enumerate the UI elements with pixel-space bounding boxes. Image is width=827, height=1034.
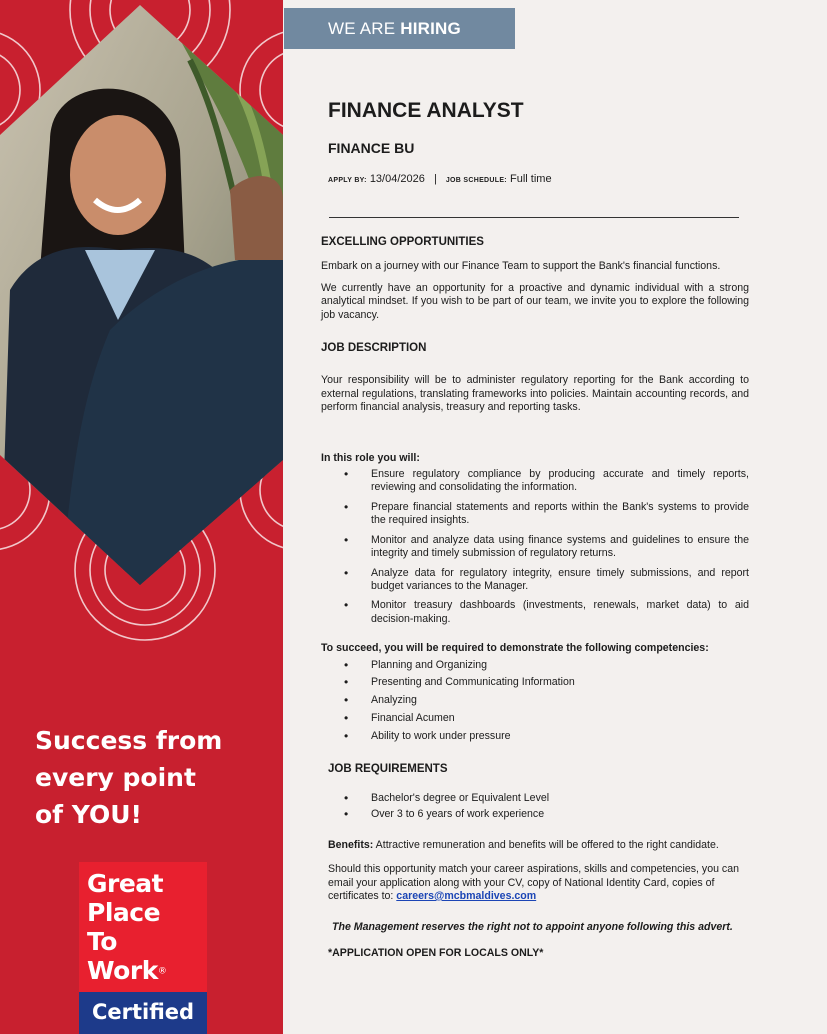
- list-item: • Over 3 to 6 years of work experience: [321, 808, 749, 821]
- list-item: • Monitor treasury dashboards (investments, renewals, market data) to aid decision-making.: [321, 599, 749, 626]
- benefits-label: Benefits:: [328, 838, 374, 851]
- list-item: • Bachelor's degree or Equivalent Level: [321, 792, 749, 805]
- apply-paragraph: [321, 863, 749, 903]
- job-unit: FINANCE BU: [328, 140, 415, 156]
- role-list: [321, 468, 749, 626]
- list-item: • Ensure regulatory compliance by producing accurate and timely reports, reviewing and consolidating the information.: [321, 468, 749, 495]
- list-item: • Analyzing: [321, 694, 749, 707]
- tagline: [35, 722, 275, 833]
- apply-text: Should this opportunity match your career aspirations, skills and competencies, you can email your application along with your CV, copy of National Identity Card, copies of certificates to:: [328, 863, 740, 902]
- management-note: The Management reserves the right not to appoint anyone following this advert.: [332, 921, 733, 934]
- opportunities-heading: EXCELLING OPPORTUNITIES: [321, 236, 484, 248]
- gptw-line: Great: [87, 869, 164, 898]
- apply-by-date: 13/04/2026: [369, 173, 425, 185]
- opportunities-paragraph: Embark on a journey with our Finance Team to support the Bank's financial functions.: [321, 260, 721, 273]
- schedule-label: JOB SCHEDULE:: [445, 177, 507, 184]
- list-item: • Monitor and analyze data using finance systems and guidelines to ensure the integrity and timely submission of regulatory returns.: [321, 534, 749, 561]
- hiring-banner: [284, 8, 515, 49]
- competencies-list: [321, 659, 749, 744]
- role-lead: In this role you will:: [321, 451, 420, 464]
- banner-emphasis: HIRING: [400, 19, 461, 38]
- benefits-text: Attractive remuneration and benefits will be offered to the right candidate.: [373, 838, 719, 851]
- gptw-certified: Certified: [79, 992, 207, 1034]
- tagline-line: every point: [35, 763, 196, 792]
- gptw-line: Place: [87, 898, 161, 927]
- list-item: • Presenting and Communicating Information: [321, 676, 749, 689]
- divider: [329, 217, 739, 218]
- schedule-value: Full time: [510, 173, 552, 185]
- competencies-lead: To succeed, you will be required to demonstrate the following competencies:: [321, 642, 709, 655]
- list-item: • Planning and Organizing: [321, 659, 749, 672]
- job-title: FINANCE ANALYST: [328, 99, 524, 122]
- tagline-line: Success from: [35, 726, 223, 755]
- benefits-paragraph: [321, 839, 749, 852]
- opportunities-paragraph: We currently have an opportunity for a proactive and dynamic individual with a strong analytical mindset. If you wish to be part of our team, we invite you to explore the following job vacancy.: [321, 281, 749, 321]
- gptw-line: To: [87, 927, 117, 956]
- job-meta: [328, 173, 552, 185]
- description-paragraph: Your responsibility will be to administer regulatory reporting for the Bank according to external regulations, translating frameworks into policies. Maintain accounting records, and perform financial analysis, treasury and reporting tasks.: [321, 374, 749, 414]
- gptw-line: Work: [87, 956, 158, 985]
- locals-note: *APPLICATION OPEN FOR LOCALS ONLY*: [328, 946, 544, 959]
- list-item: • Analyze data for regulatory integrity, ensure timely submissions, and report budget variances to the Manager.: [321, 567, 749, 594]
- tagline-line: of YOU!: [35, 800, 142, 829]
- description-heading: JOB DESCRIPTION: [321, 342, 427, 355]
- email-link[interactable]: careers@mcbmaldives.com: [396, 890, 537, 902]
- great-place-to-work-badge: [79, 862, 207, 1034]
- list-item: • Ability to work under pressure: [321, 730, 749, 743]
- candidate-photo: [0, 0, 283, 600]
- apply-by-label: APPLY BY:: [328, 177, 367, 184]
- list-item: • Prepare financial statements and reports within the Bank's systems to provide the required insights.: [321, 501, 749, 528]
- registered-mark: ®: [157, 966, 167, 977]
- list-item: • Financial Acumen: [321, 712, 749, 725]
- gptw-wordmark: [87, 869, 166, 987]
- banner-prefix: WE ARE: [328, 19, 401, 38]
- job-content: [321, 236, 749, 960]
- meta-separator: |: [433, 173, 437, 185]
- requirements-list: [321, 792, 749, 822]
- left-panel: [0, 0, 283, 1034]
- requirements-heading: JOB REQUIREMENTS: [328, 762, 448, 775]
